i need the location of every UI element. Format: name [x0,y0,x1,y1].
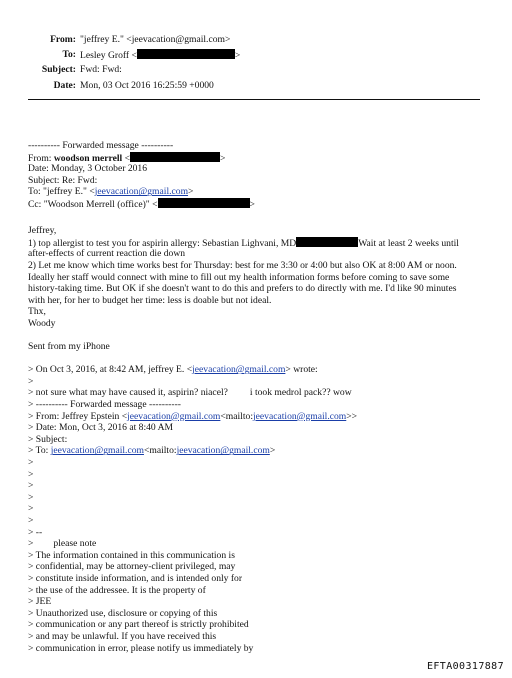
disclaimer-line: > communication in error, please notify us immediately by [28,642,254,654]
fwd-cc-end: > [249,198,255,210]
quoted-line: > [28,375,34,387]
disclaimer-line: > constitute inside information, and is intended only for [28,572,243,584]
subject-value: Fwd: Fwd: [80,64,122,76]
quoted-from-mailto-link[interactable]: jeevacation@gmail.com [252,410,347,422]
header-date-row [0,80,512,95]
message-line: history-taking time. But OK if she doesn't want to do this and prefers to do directly with me. I'd like 90 minutes [28,283,457,295]
quoted-line [28,387,490,399]
quoted-line: > [28,468,34,480]
quoted-to-line [28,445,490,457]
quoted-text: > wrote: [285,364,318,376]
quoted-fwd-divider: > ---------- Forwarded message ---------- [28,399,181,411]
disclaimer-line: > Unauthorized use, disclosure or copying of this [28,607,218,619]
quoted-sig-dash: > -- [28,526,43,538]
quoted-line: > [28,457,34,469]
subject-label: Subject: [41,64,76,76]
redaction-box [130,152,220,162]
quoted-note-line [28,538,490,550]
fwd-to-end: > [188,186,194,198]
forwarded-divider: ---------- Forwarded message ---------- [28,140,174,151]
message-line [28,237,490,249]
fwd-from-label: From: [28,152,54,164]
disclaimer-line: > communication or any part thereof is strictly prohibited [28,619,249,631]
quoted-from-line [28,411,490,423]
quoted-text: >> [346,410,358,422]
quoted-text: > [28,538,34,550]
message-text: Wait at least 2 weeks until [358,237,459,249]
quoted-date-line: > Date: Mon, Oct 3, 2016 at 8:40 AM [28,422,174,434]
fwd-from-line [28,152,490,164]
document-id: EFTA00317887 [426,661,504,672]
redaction-box [137,49,235,59]
quoted-to-email-link[interactable]: jeevacation@gmail.com [50,445,144,457]
to-value-end: > [234,50,241,62]
message-line: with her, for her to budget her time: less is doable but not ideal. [28,294,272,306]
quoted-line: > [28,491,34,503]
to-value: Lesley Groff < [80,50,137,62]
fwd-cc-label: Cc: "Woodson Merrell (office)" < [28,198,158,210]
quoted-text: > From: Jeffrey Epstein < [28,410,128,422]
disclaimer-line: > confidential, may be attorney-client privileged, may [28,561,236,573]
fwd-to-email-link[interactable]: jeevacation@gmail.com [94,186,189,198]
quoted-text: <mailto: [143,445,177,457]
disclaimer-line: > and may be unlawful. If you have received this [28,630,217,642]
quoted-subject-line: > Subject: [28,433,68,445]
quoted-text: i took medrol pack?? wow [249,387,352,399]
quoted-text: <mailto: [220,410,253,422]
quoted-on-line [28,364,490,376]
fwd-from-gt: > [219,152,226,164]
email-body [28,140,490,654]
to-label: To: [62,49,76,61]
disclaimer-line: > The information contained in this communication is [28,549,235,561]
message-line: Ideally her staff would connect with mine to fill out my health information forms before coming to save some [28,271,450,283]
header-from-row [0,34,512,49]
quoted-text: > not sure what may have caused it, aspirin? niacel? [28,387,228,399]
quoted-email-link[interactable]: jeevacation@gmail.com [192,364,286,376]
fwd-subject-line: Subject: Re: Fwd: [28,174,98,186]
redaction-box [296,237,358,247]
header-to-row [0,49,512,64]
fwd-date-line: Date: Monday, 3 October 2016 [28,163,148,175]
quoted-text: > [269,445,276,457]
greeting: Jeffrey, [28,225,57,237]
header-subject-row [0,64,512,79]
fwd-from-name: woodson merrell [53,152,123,164]
email-header [0,34,512,95]
from-label: From: [50,34,76,45]
quoted-line: > [28,480,34,492]
header-divider [28,99,480,100]
fwd-from-lt: < [122,152,130,164]
disclaimer-line: > JEE [28,596,52,608]
fwd-to-line [28,186,490,198]
fwd-cc-line [28,198,490,210]
quoted-to-mailto-link[interactable]: jeevacation@gmail.com [176,445,270,457]
quoted-line: > [28,503,34,515]
quoted-from-email-link[interactable]: jeevacation@gmail.com [127,410,221,422]
sent-from: Sent from my iPhone [28,341,110,353]
quoted-line: > [28,515,34,526]
quoted-text: > To: [28,445,51,457]
signature: Woody [28,317,56,329]
from-value: "jeffrey E." <jeevacation@gmail.com> [80,34,231,45]
quoted-text: please note [53,538,97,550]
redaction-box [158,198,250,208]
disclaimer-line: > the use of the addressee. It is the property of [28,584,206,596]
thanks: Thx, [28,306,46,318]
message-line: after-effects of current reaction die down [28,248,186,260]
message-text: 1) top allergist to test you for aspirin allergy: Sebastian Lighvani, MD [28,237,297,249]
date-value: Mon, 03 Oct 2016 16:25:59 +0000 [80,79,214,91]
fwd-to-label: To: "jeffrey E." < [28,186,95,198]
message-line: 2) Let me know which time works best for Thursday: best for me 3:30 or 4:00 but also OK at 8:00 AM or noon. [28,259,457,271]
quoted-text: > On Oct 3, 2016, at 8:42 AM, jeffrey E. < [28,364,193,376]
date-label: Date: [53,79,76,91]
